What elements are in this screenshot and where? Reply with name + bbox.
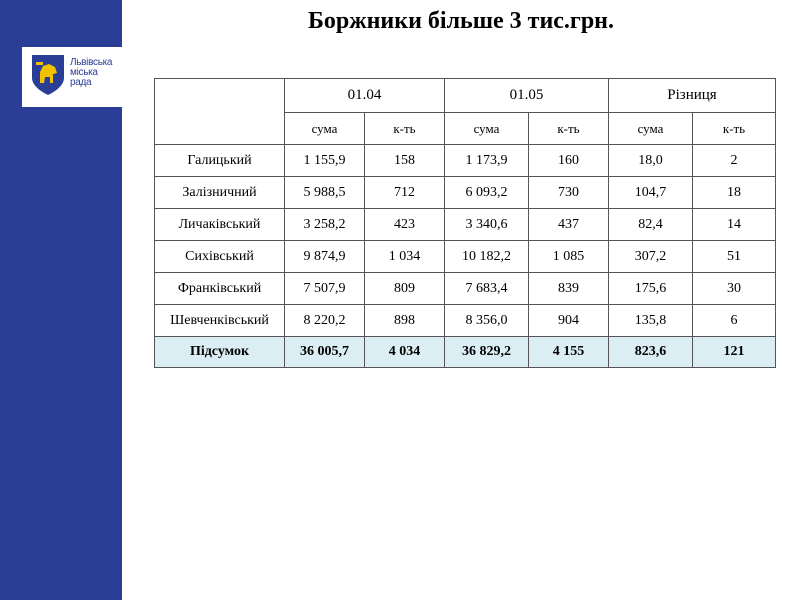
- subheader-cell: сума: [445, 113, 529, 145]
- value-cell: 51: [693, 241, 776, 273]
- district-cell: Шевченківський: [155, 305, 285, 337]
- subheader-cell: сума: [285, 113, 365, 145]
- value-cell: 8 356,0: [445, 305, 529, 337]
- group-header: 01.04: [285, 79, 445, 113]
- value-cell: 6 093,2: [445, 177, 529, 209]
- value-cell: 1 034: [365, 241, 445, 273]
- value-cell: 904: [529, 305, 609, 337]
- total-label-cell: Підсумок: [155, 337, 285, 368]
- district-cell: Франківський: [155, 273, 285, 305]
- table-row: [155, 177, 776, 209]
- table-row: [155, 305, 776, 337]
- city-council-logo: [22, 47, 122, 107]
- table-header-row: [155, 79, 776, 113]
- subheader-cell: к-ть: [529, 113, 609, 145]
- value-cell: 82,4: [609, 209, 693, 241]
- corner-cell: [155, 79, 285, 145]
- value-cell: 30: [693, 273, 776, 305]
- value-cell: 8 220,2: [285, 305, 365, 337]
- total-value-cell: 4 034: [365, 337, 445, 368]
- total-value-cell: 36 829,2: [445, 337, 529, 368]
- logo-text: [70, 58, 122, 88]
- value-cell: 730: [529, 177, 609, 209]
- value-cell: 839: [529, 273, 609, 305]
- logo-line: рада: [70, 77, 92, 88]
- value-cell: 809: [365, 273, 445, 305]
- district-cell: Личаківський: [155, 209, 285, 241]
- subheader-cell: к-ть: [365, 113, 445, 145]
- total-value-cell: 121: [693, 337, 776, 368]
- value-cell: 423: [365, 209, 445, 241]
- page-title: Боржники більше 3 тис.грн.: [307, 8, 614, 34]
- value-cell: 14: [693, 209, 776, 241]
- value-cell: 3 258,2: [285, 209, 365, 241]
- value-cell: 9 874,9: [285, 241, 365, 273]
- value-cell: 437: [529, 209, 609, 241]
- value-cell: 307,2: [609, 241, 693, 273]
- value-cell: 712: [365, 177, 445, 209]
- value-cell: 160: [529, 145, 609, 177]
- value-cell: 898: [365, 305, 445, 337]
- total-row: [155, 337, 776, 368]
- logo-line: міська: [70, 67, 98, 78]
- subheader-cell: сума: [609, 113, 693, 145]
- value-cell: 1 155,9: [285, 145, 365, 177]
- total-value-cell: 823,6: [609, 337, 693, 368]
- value-cell: 10 182,2: [445, 241, 529, 273]
- value-cell: 1 173,9: [445, 145, 529, 177]
- table-row: [155, 209, 776, 241]
- value-cell: 104,7: [609, 177, 693, 209]
- value-cell: 18,0: [609, 145, 693, 177]
- table-row: [155, 145, 776, 177]
- lion-shield-icon: [31, 54, 65, 96]
- table-row: [155, 241, 776, 273]
- table-row: [155, 273, 776, 305]
- total-value-cell: 4 155: [529, 337, 609, 368]
- logo-line: Львівська: [70, 57, 113, 68]
- value-cell: 175,6: [609, 273, 693, 305]
- district-cell: Галицький: [155, 145, 285, 177]
- value-cell: 3 340,6: [445, 209, 529, 241]
- value-cell: 18: [693, 177, 776, 209]
- value-cell: 7 683,4: [445, 273, 529, 305]
- group-header: Різниця: [609, 79, 776, 113]
- value-cell: 6: [693, 305, 776, 337]
- total-value-cell: 36 005,7: [285, 337, 365, 368]
- group-header: 01.05: [445, 79, 609, 113]
- value-cell: 7 507,9: [285, 273, 365, 305]
- value-cell: 158: [365, 145, 445, 177]
- value-cell: 1 085: [529, 241, 609, 273]
- district-cell: Сихівський: [155, 241, 285, 273]
- district-cell: Залізничний: [155, 177, 285, 209]
- value-cell: 135,8: [609, 305, 693, 337]
- value-cell: 2: [693, 145, 776, 177]
- debtors-table: [154, 78, 776, 368]
- subheader-cell: к-ть: [693, 113, 776, 145]
- value-cell: 5 988,5: [285, 177, 365, 209]
